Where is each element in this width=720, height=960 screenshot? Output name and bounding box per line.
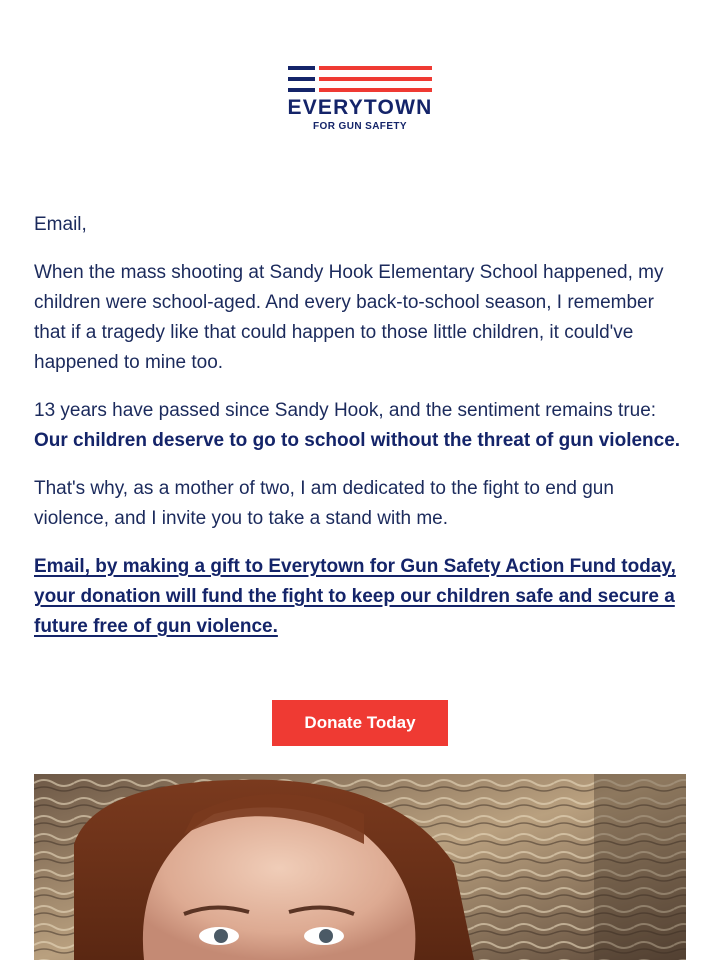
- cta-paragraph: [34, 552, 690, 642]
- donate-today-button[interactable]: Donate Today: [272, 700, 448, 746]
- everytown-logo[interactable]: [0, 62, 720, 134]
- woman-portrait-image: [34, 774, 686, 960]
- paragraph-sandy-hook: When the mass shooting at Sandy Hook Elementary School happened, my children were school-aged. And every back-to-school season, I remember that if a tragedy like that could happen to those little children, it could've happened to mine too.: [34, 262, 664, 373]
- greeting: Email,: [34, 214, 87, 235]
- donation-link[interactable]: Email, by making a gift to Everytown for Gun Safety Action Fund today, your donation will fund the fight to keep our children safe and secure a future free of gun violence.: [34, 556, 676, 637]
- emphasis-text: Our children deserve to go to school without the threat of gun violence.: [34, 430, 681, 451]
- email-body: [34, 210, 690, 660]
- logo-wordmark: EVERYTOWN: [287, 96, 433, 119]
- paragraph-lead-text: 13 years have passed since Sandy Hook, and the sentiment remains true:: [34, 400, 657, 421]
- portrait-photo: [34, 774, 686, 960]
- paragraph-thirteen-years: [34, 396, 690, 456]
- button-row: [0, 700, 720, 746]
- flag-stripes-icon: [288, 66, 432, 92]
- paragraph-mother-of-two: That's why, as a mother of two, I am dedicated to the fight to end gun violence, and I invite you to take a stand with me.: [34, 478, 614, 529]
- logo-tagline: FOR GUN SAFETY: [313, 121, 407, 132]
